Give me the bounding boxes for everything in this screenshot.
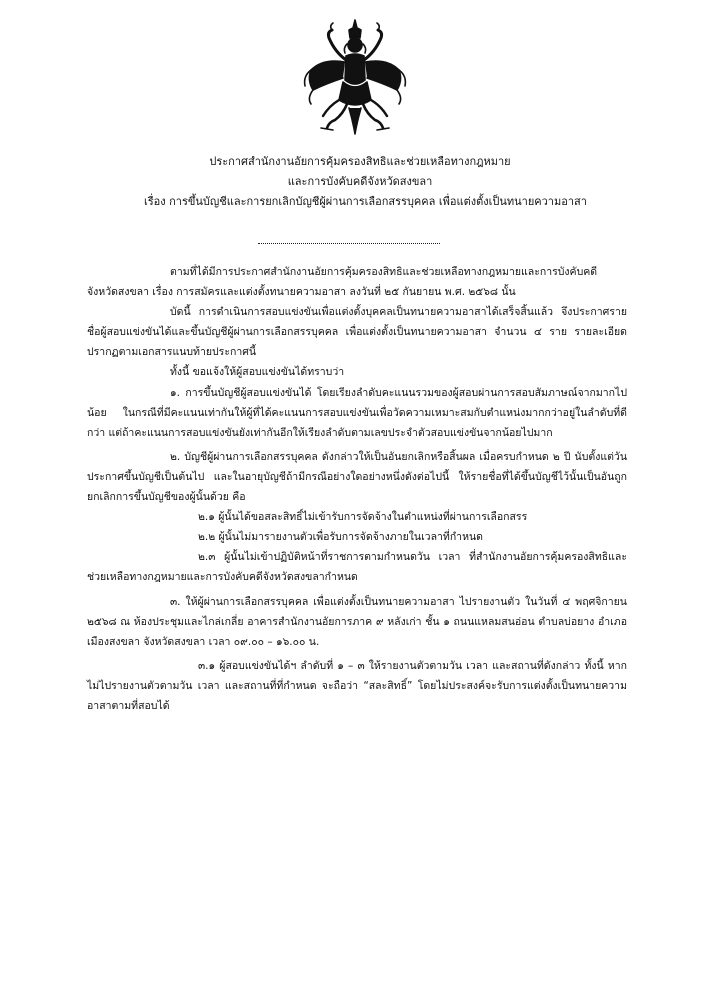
paragraph-result: บัดนี้ การดำเนินการสอบแข่งขันเพื่อแต่งตั้งบุคคลเป็นทนายความอาสาได้เสร็จสิ้นแล้ว จึงประกาศรายชื่อผู้สอบแข่งขันได้และขึ้นบัญชีผู้ผ่านการเลือกสรรบุคคล เพื่อแต่งตั้งเป็นทนายความอาสา จำนวน ๔ ราย รายละเอียดปรากฏตามเอกสารแนบท้ายประกาศนี้ xyxy=(87,306,627,359)
issuer-line-2: และการบังคับคดีจังหวัดสงขลา xyxy=(287,175,433,188)
announcement-body xyxy=(87,262,627,716)
paragraph-notice: ทั้งนี้ ขอแจ้งให้ผู้สอบแข่งขันได้ทราบว่า xyxy=(170,366,345,379)
clause-2-1: ๒.๑ ผู้นั้นได้ขอสละสิทธิ์ไม่เข้ารับการจัดจ้างในตำแหน่งที่ผ่านการเลือกสรร xyxy=(198,511,528,524)
announcement-header xyxy=(60,152,660,212)
paragraph-reference: ตามที่ได้มีการประกาศสำนักงานอัยการคุ้มครองสิทธิและช่วยเหลือทางกฎหมายและการบังคับคดีจังหวัดสงขลา เรื่อง การสมัครและแต่งตั้งทนายความอาสา ลงวันที่ ๒๕ กันยายน พ.ศ. ๒๕๖๘ นั้น xyxy=(87,266,598,299)
clause-2-3: ๒.๓ ผู้นั้นไม่เข้าปฏิบัติหน้าที่ราชการตามกำหนดวัน เวลา ที่สำนักงานอัยการคุ้มครองสิทธิและช่วยเหลือทางกฎหมายและการบังคับคดีจังหวัดสงขลากำหนด xyxy=(87,551,627,584)
clause-2: ๒. บัญชีผู้ผ่านการเลือกสรรบุคคล ดังกล่าวให้เป็นอันยกเลิกหรือสิ้นผล เมื่อครบกำหนด ๒ ปี นับตั้งแต่วันประกาศขึ้นบัญชีเป็นต้นไป และในอายุบัญชีถ้ามีกรณีอย่างใดอย่างหนึ่งดังต่อไปนี้ ให้รายชื่อที่ได้ขึ้นบัญชีไว้นั้นเป็นอันถูกยกเลิกการขึ้นบัญชีของผู้นั้นด้วย คือ xyxy=(87,450,627,504)
clause-3: ๓. ให้ผู้ผ่านการเลือกสรรบุคคล เพื่อแต่งตั้งเป็นทนายความอาสา ไปรายงานตัว ในวันที่ ๔ พฤศจิกายน ๒๕๖๘ ณ ห้องประชุมและไกล่เกลี่ย อาคารสำนักงานอัยการภาค ๙ หลังเก่า ชั้น ๑ ถนนแหลมสนอ่อน ตำบลบ่อยาง อำเภอเมืองสงขลา จังหวัดสงขลา เวลา ๐๙.๐๐ – ๑๖.๐๐ น. xyxy=(87,595,627,648)
clause-1: ๑. การขึ้นบัญชีผู้สอบแข่งขันได้ โดยเรียงลำดับคะแนนรวมของผู้สอบผ่านการสอบสัมภาษณ์จากมากไปน้อย ในกรณีที่มีคะแนนเท่ากันให้ผู้ที่ได้คะแนนการสอบแข่งขันเพื่อวัดความเหมาะสมกับตำแหน่งมากกว่าอยู่ในลำดับที่ดีกว่า แต่ถ้าคะแนนการสอบแข่งขันยังเท่ากันอีกให้เรียงลำดับตามเลขประจำตัวสอบแข่งขันจากน้อยไปมาก xyxy=(87,386,627,439)
garuda-emblem-icon xyxy=(299,18,411,136)
dotted-divider xyxy=(258,243,440,244)
issuer-line-1: ประกาศสำนักงานอัยการคุ้มครองสิทธิและช่วยเหลือทางกฎหมาย xyxy=(209,155,511,168)
clause-2-2: ๒.๒ ผู้นั้นไม่มารายงานตัวเพื่อรับการจัดจ้างภายในเวลาที่กำหนด xyxy=(198,531,483,544)
clause-3-1: ๓.๑ ผู้สอบแข่งขันได้ฯ ลำดับที่ ๑ – ๓ ให้รายงานตัวตามวัน เวลา และสถานที่ดังกล่าว ทั้งนี้ หากไม่ไปรายงานตัวตามวัน เวลา และสถานที่ที่กำหนด จะถือว่า “สละสิทธิ์” โดยไม่ประสงค์จะรับการแต่งตั้งเป็นทนายความอาสาตามที่สอบได้ xyxy=(87,659,627,712)
subject-line: เรื่อง การขึ้นบัญชีและการยกเลิกบัญชีผู้ผ่านการเลือกสรรบุคคล เพื่อแต่งตั้งเป็นทนายความอาสา xyxy=(144,195,587,208)
